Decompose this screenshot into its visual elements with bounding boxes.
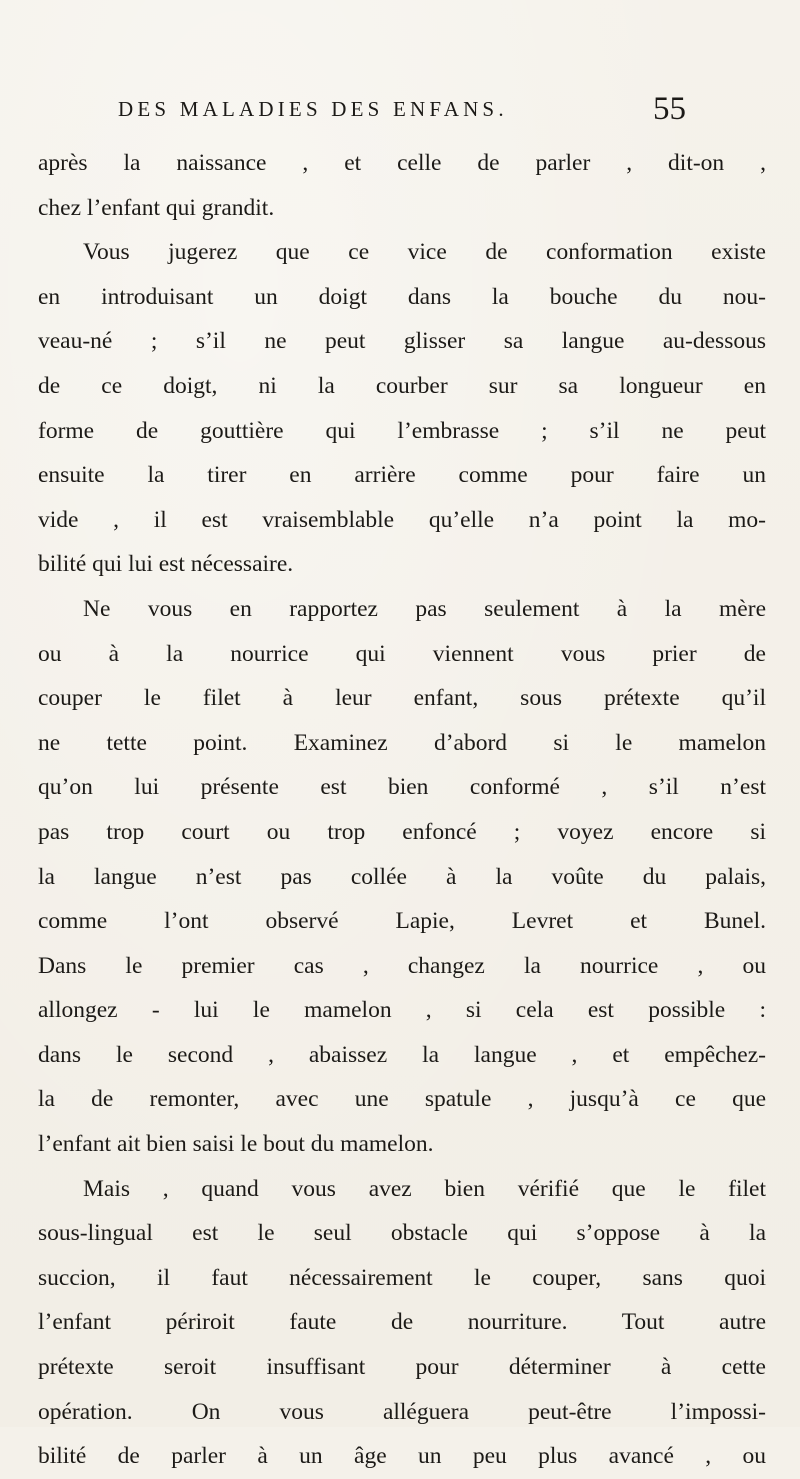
text-line: dans le second , abaissez la langue , et empêchez- (38, 1041, 766, 1068)
page-number: 55 (653, 91, 686, 127)
text-line: ensuite la tirer en arrière comme pour faire un (38, 462, 766, 489)
text-line: chez l’enfant qui grandit. (38, 194, 275, 221)
text-line: en introduisant un doigt dans la bouche du nou- (38, 283, 766, 310)
text-line: qu’on lui présente est bien conformé , s’il n’est (38, 774, 766, 801)
body-text (38, 141, 766, 1479)
text-line: vide , il est vraisemblable qu’elle n’a point la mo- (38, 506, 766, 533)
text-line: de ce doigt, ni la courber sur sa longueur en (38, 372, 766, 399)
text-line: couper le filet à leur enfant, sous prétexte qu’il (38, 685, 766, 712)
text-line: après la naissance , et celle de parler , dit-on , (38, 150, 766, 176)
text-line: l’enfant ait bien saisi le bout du mamelon. (38, 1131, 434, 1158)
text-line: ou à la nourrice qui viennent vous prier de (38, 640, 766, 667)
text-line: opération. On vous alléguera peut-être l’impossi- (38, 1398, 766, 1425)
text-line: allongez - lui le mamelon , si cela est possible : (38, 997, 766, 1024)
text-line: Mais , quand vous avez bien vérifié que le filet (83, 1175, 766, 1202)
text-line: Ne vous en rapportez pas seulement à la mère (83, 595, 766, 622)
text-line: succion, il faut nécessairement le couper, sans quoi (38, 1264, 766, 1291)
text-line: forme de gouttière qui l’embrasse ; s’il ne peut (38, 417, 766, 444)
text-line: ne tette point. Examinez d’abord si le mamelon (38, 729, 766, 756)
text-line: sous-lingual est le seul obstacle qui s’oppose à la (38, 1220, 766, 1247)
text-line: la de remonter, avec une spatule , jusqu’à ce que (38, 1086, 766, 1113)
text-line: bilité de parler à un âge un peu plus avancé , ou (38, 1443, 766, 1470)
page-header (118, 91, 686, 141)
text-line: la langue n’est pas collée à la voûte du palais, (38, 863, 766, 890)
text-line: prétexte seroit insuffisant pour déterminer à cette (38, 1354, 766, 1381)
text-line: pas trop court ou trop enfoncé ; voyez encore si (38, 818, 766, 845)
text-line: Dans le premier cas , changez la nourrice , ou (38, 952, 766, 979)
text-line: comme l’ont observé Lapie, Levret et Bunel. (38, 908, 766, 935)
text-line: l’enfant périroit faute de nourriture. Tout autre (38, 1309, 766, 1336)
text-line: Vous jugerez que ce vice de conformation existe (83, 239, 766, 266)
text-line: bilité qui lui est nécessaire. (38, 551, 294, 578)
running-title: DES MALADIES DES ENFANS. (118, 97, 508, 121)
text-line: veau-né ; s’il ne peut glisser sa langue au-dessous (38, 328, 766, 355)
